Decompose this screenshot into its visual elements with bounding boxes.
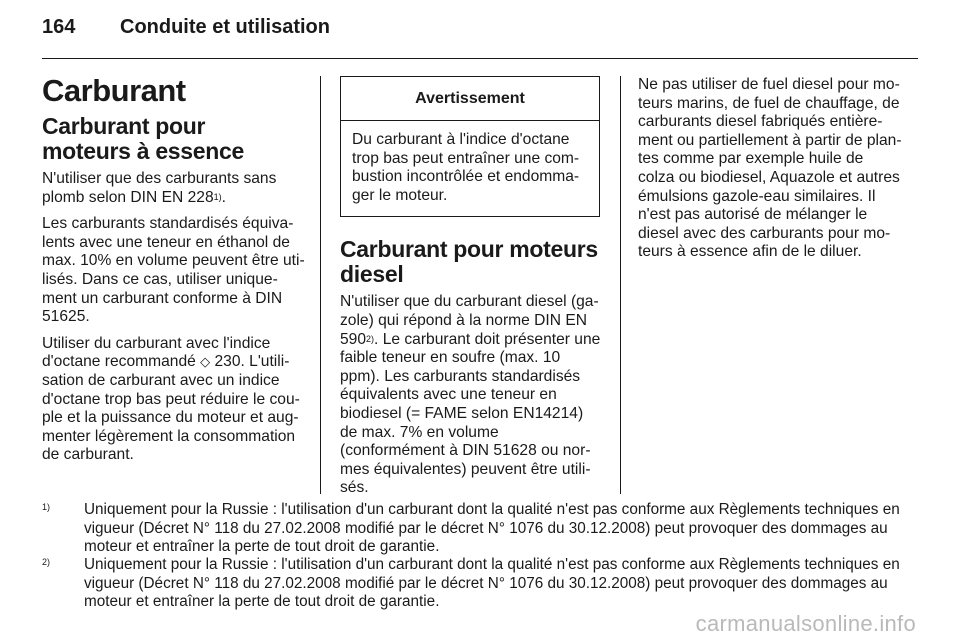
column-divider-1 [320, 76, 321, 494]
footnote-text: Uniquement pour la Russie : l'utilisation d'un carburant dont la qualité n'est pas conforme aux Règlements techniques en vigueur (Décret N° 118 du 27.02.2008 modifié par le décret N° 1076 du 30.12.2008) peut provoquer des dommages au moteur et entraîner la perte de tout droit de garantie. [84, 556, 900, 611]
diesel-heading: Carburant pour moteurs diesel [340, 236, 598, 288]
column-2 [340, 76, 602, 506]
column-divider-2 [620, 76, 621, 494]
gasoline-paragraph-1: N'utiliser que des carburants sans plomb selon DIN EN 228$^{1)}$. [42, 170, 277, 206]
header-rule [42, 58, 918, 59]
page-header [42, 16, 330, 39]
cross-reference-arrow-icon[interactable]: ◇ [200, 354, 211, 370]
gasoline-paragraph-2: Les carburants standardisés équivalents avec une teneur en éthanol de max. 10% en volume peuvent être utilisés. Dans ce cas, utiliser uniquement un carburant conforme à DIN 51625. [42, 215, 305, 326]
warning-box [340, 76, 600, 217]
column-1 [42, 74, 307, 473]
diesel-warning-paragraph: Ne pas utiliser de fuel diesel pour moteurs marins, de fuel de chauffage, de carburants diesel fabriqués entièrement ou partiellement à partir de plantes comme par exemple huile de colza ou biodiesel, Aquazole et autres émulsions gazole-eau similaires. Il n'est pas autorisé de mélanger le diesel avec des carburants pour moteurs à essence afin de le diluer. [638, 76, 902, 261]
gasoline-paragraph-3: Utiliser du carburant avec l'indice d'octane recommandé ◇ 230. L'utilisation de carburant avec un indice d'octane trop bas peut réduire le couple et la puissance du moteur et augmenter légèrement la consommation de carburant. [42, 334, 300, 464]
warning-text: Du carburant à l'indice d'octane trop bas peut entraîner une combustion incontrôlée et endommager le moteur. [352, 131, 580, 204]
section-title: Conduite et utilisation [120, 16, 330, 38]
watermark: carmanualsonline.info [695, 611, 916, 636]
footnote-2 [42, 556, 918, 612]
footnote-1 [42, 501, 918, 557]
column-3 [638, 76, 904, 270]
footnote-text: Uniquement pour la Russie : l'utilisation d'un carburant dont la qualité n'est pas conforme aux Règlements techniques en vigueur (Décret N° 118 du 27.02.2008 modifié par le décret N° 1076 du 30.12.2008) peut provoquer des dommages au moteur et entraîner la perte de tout droit de garantie. [84, 501, 900, 556]
footnote-ref-1[interactable]: 1) [213, 191, 222, 202]
footnote-mark: 2) [42, 557, 51, 567]
page-number: 164 [42, 16, 76, 38]
gasoline-heading: Carburant pour moteurs à essence [42, 113, 245, 164]
diesel-paragraph: N'utiliser que du carburant diesel (gazole) qui répond à la norme DIN EN 590$^{2)}$. Le carburant doit présenter une faible teneur en soufre (max. 10 ppm). Les carburants standardisés équivalents avec une teneur en biodiesel (= FAME selon EN14214) de max. 7% en volume (conformément à DIN 51628 ou normes équivalentes) peuvent être utilisés. [340, 293, 601, 497]
footnote-mark: 1) [42, 502, 51, 512]
warning-title: Avertissement [341, 77, 599, 121]
footnote-ref-2[interactable]: 2) [366, 333, 375, 344]
main-heading: Carburant [42, 73, 186, 108]
